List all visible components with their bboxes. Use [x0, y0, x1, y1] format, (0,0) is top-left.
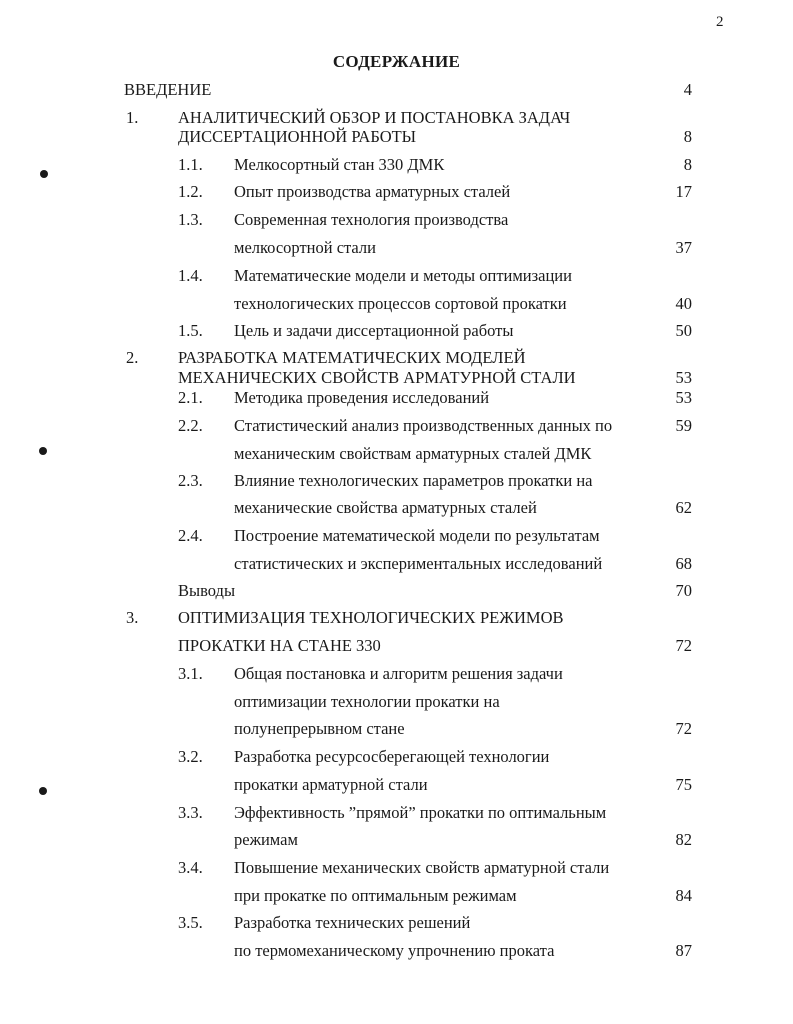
toc-entry-number: 1.2.	[178, 182, 203, 201]
toc-entry-text: Влияние технологических параметров прокатки на	[234, 471, 593, 490]
margin-dot	[39, 787, 47, 795]
toc-entry-text: Построение математической модели по результатам	[234, 526, 600, 545]
toc-entry-number: 3.	[126, 608, 139, 627]
toc-entry-text: мелкосортной стали	[234, 238, 376, 257]
toc-entry-text: Разработка ресурсосберегающей технологии	[234, 747, 550, 766]
toc-entry-text: Выводы	[178, 581, 236, 600]
toc-entry-text: по термомеханическому упрочнению проката	[234, 941, 555, 960]
toc-entry-page: 8	[683, 155, 692, 174]
toc-entry-text: АНАЛИТИЧЕСКИЙ ОБЗОР И ПОСТАНОВКА ЗАДАЧ	[178, 108, 571, 127]
toc-entry-text: при прокатке по оптимальным режимам	[234, 886, 517, 905]
toc-entry-text: ДИССЕРТАЦИОННОЙ РАБОТЫ	[178, 127, 417, 146]
toc-entry-page: 87	[675, 941, 692, 960]
toc-entry-text: полунепрерывном стане	[234, 719, 405, 738]
toc-entry-text: Математические модели и методы оптимизации	[234, 266, 572, 285]
toc-entry-page: 68	[675, 554, 692, 573]
toc-entry-text: Статистический анализ производственных данных по	[234, 416, 613, 435]
page-number: 2	[716, 14, 724, 30]
toc-entry-page: 72	[675, 636, 692, 655]
toc-entry-text: МЕХАНИЧЕСКИХ СВОЙСТВ АРМАТУРНОЙ СТАЛИ	[178, 368, 576, 387]
toc-entry-page: 70	[675, 581, 692, 600]
margin-dot	[40, 170, 48, 178]
toc-entry-page: 40	[675, 294, 692, 313]
toc-entry-page: 53	[675, 388, 692, 407]
toc-entry-number: 1.3.	[178, 210, 203, 229]
toc-entry-page: 53	[675, 368, 692, 387]
toc-entry-number: 3.5.	[178, 913, 203, 932]
toc-entry-number: 2.2.	[178, 416, 203, 435]
toc-entry-number: 1.	[126, 108, 139, 127]
toc-entry-text: Повышение механических свойств арматурной стали	[234, 858, 610, 877]
toc-entry-page: 17	[675, 182, 692, 201]
toc-entry-number: 2.	[126, 348, 139, 367]
toc-entry-text: Методика проведения исследований	[234, 388, 490, 407]
toc-entry-text: ПРОКАТКИ НА СТАНЕ 330	[178, 636, 381, 655]
toc-entry-page: 72	[675, 719, 692, 738]
toc-entry-text: режимам	[234, 830, 298, 849]
toc-entry-page: 84	[675, 886, 692, 905]
toc-entry-text: механические свойства арматурных сталей	[234, 498, 537, 517]
toc-entry-number: 1.4.	[178, 266, 203, 285]
toc-entry-text: ОПТИМИЗАЦИЯ ТЕХНОЛОГИЧЕСКИХ РЕЖИМОВ	[178, 608, 564, 627]
toc-entry-page: 50	[675, 321, 692, 340]
toc-entry-text: статистических и экспериментальных исследований	[234, 554, 603, 573]
toc-entry-page: 59	[675, 416, 692, 435]
toc-entry-text: Эффективность ”прямой” прокатки по оптимальным	[234, 803, 607, 822]
toc-entry-number: 2.4.	[178, 526, 203, 545]
toc-entry-number: 3.2.	[178, 747, 203, 766]
toc-entry-text: РАЗРАБОТКА МАТЕМАТИЧЕСКИХ МОДЕЛЕЙ	[178, 348, 526, 367]
toc-entry-text: прокатки арматурной стали	[234, 775, 428, 794]
toc-entry-number: 1.5.	[178, 321, 203, 340]
toc-entry-text: технологических процессов сортовой прокатки	[234, 294, 567, 313]
toc-entry-text: оптимизации технологии прокатки на	[234, 692, 500, 711]
toc-entry-text: Опыт производства арматурных сталей	[234, 182, 511, 201]
toc-entry-text: Общая постановка и алгоритм решения задачи	[234, 664, 563, 683]
toc-entry-page: 8	[683, 127, 692, 146]
toc-entry-page: 37	[675, 238, 692, 257]
toc-entry-number: 3.3.	[178, 803, 203, 822]
toc-entry-number: 3.4.	[178, 858, 203, 877]
toc-entry-text: Мелкосортный стан 330 ДМК	[234, 155, 445, 174]
toc-entry-number: 1.1.	[178, 155, 203, 174]
margin-dot	[39, 447, 47, 455]
toc-entry-text: Разработка технических решений	[234, 913, 471, 932]
toc-entry-number: 3.1.	[178, 664, 203, 683]
toc-entry-text: механическим свойствам арматурных сталей ДМК	[234, 444, 592, 463]
toc-entry-text: Цель и задачи диссертационной работы	[234, 321, 514, 340]
toc-entry-text: ВВЕДЕНИЕ	[124, 80, 212, 99]
toc-entry-text: Современная технология производства	[234, 210, 509, 229]
toc-title: СОДЕРЖАНИЕ	[332, 52, 461, 71]
toc-entry-page: 82	[675, 830, 692, 849]
toc-entry-page: 75	[675, 775, 692, 794]
toc-entry-page: 4	[683, 80, 692, 99]
toc-entry-number: 2.1.	[178, 388, 203, 407]
toc-entry-page: 62	[675, 498, 692, 517]
toc-entry-number: 2.3.	[178, 471, 203, 490]
